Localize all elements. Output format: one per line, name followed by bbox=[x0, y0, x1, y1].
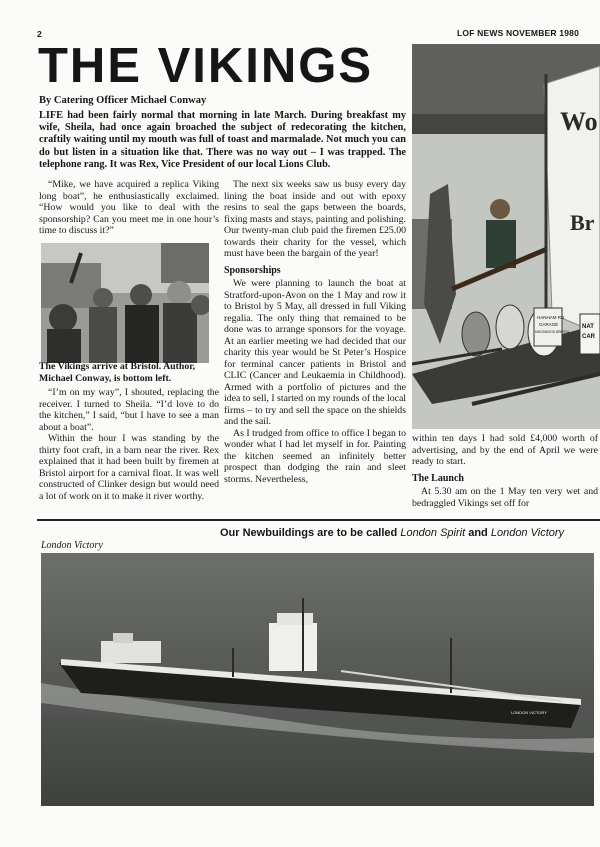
column-2 bbox=[224, 179, 406, 485]
paragraph: “Mike, we have acquired a replica Viking long boat”, he enthusiastically exclaimed. “How would you like to deal with the sponsorship? Can you meet me in one hour’s time to discuss it?” bbox=[39, 179, 219, 236]
vikings-bristol-photo bbox=[41, 243, 209, 363]
paragraph: At 5.30 am on the 1 May ten very wet and bedraggled Vikings set off for bbox=[412, 486, 598, 509]
shield-text-1: HANHAM RD bbox=[537, 315, 565, 320]
paragraph: We were planning to launch the boat at Stratford-upon-Avon on the 1 May and row it to Bristol by 5 May, all dressed in full Viking regalia. The only thing that remained to be done was to arrange sponsors for the voyage. At an earlier meeting we had decided that our charity this year would be St Peter’s Hospice for terminal cancer patients in Bristol and CLIC (Cancer and Leukaemia in Childhood). Armed with a portfolio of pictures and the idea to sell, I started on my rounds of the local firms – to try and sell the space on the shields and the sail. bbox=[224, 278, 407, 427]
hull-name-text: LONDON VICTORY bbox=[511, 710, 547, 715]
column-1-top bbox=[39, 179, 219, 237]
paragraph: within ten days I had sold £4,000 worth of advertising, and by the end of April we were ready to start. bbox=[412, 433, 598, 467]
sail-text-1: Wo bbox=[560, 107, 598, 136]
photo-caption: The Vikings arrive at Bristol. Author, Michael Conway, is bottom left. bbox=[39, 361, 196, 384]
board-text-1: NAT bbox=[582, 324, 594, 330]
subheading-sponsorships: Sponsorships bbox=[224, 264, 281, 276]
longboat-image bbox=[412, 44, 600, 429]
shield-text-3: KINGSWOOD BRISTOL bbox=[535, 330, 570, 334]
banner-and: and bbox=[468, 527, 488, 539]
board-text-2: CAR bbox=[582, 334, 595, 340]
ship-name-victory: London Victory bbox=[490, 527, 565, 539]
shield-text-2: GARAGE bbox=[539, 322, 559, 327]
subheading-the-launch: The Launch bbox=[412, 472, 464, 484]
ship-caption: London Victory bbox=[41, 540, 103, 551]
sail-text-2: Br bbox=[570, 210, 595, 235]
article-title: THE VIKINGS bbox=[38, 39, 374, 93]
ship-photo bbox=[41, 553, 594, 806]
newbuildings-banner bbox=[220, 527, 600, 539]
vikings-bristol-image bbox=[41, 243, 209, 363]
page-number: 2 bbox=[37, 29, 42, 39]
banner-prefix: Our Newbuildings are to be called bbox=[220, 527, 398, 539]
column-1-bottom bbox=[39, 387, 219, 502]
paragraph: The next six weeks saw us busy every day lining the boat inside and out with epoxy resins to seal the gaps between the boards, fixing masts and stays, painting and polishing. Our twenty-man club paid the firemen £25.00 towards their charity for the vessel, which must have been the bargain of the year! bbox=[224, 179, 406, 259]
section-divider bbox=[37, 519, 600, 521]
paragraph: As I trudged from office to office I began to wonder what I had let myself in for. Painting the kitchen seemed an infinitely better prospect than dodging the rain and sleet storms. Nevertheless, bbox=[224, 427, 406, 485]
paragraph: Within the hour I was standing by the thirty foot craft, in a barn near the river. Rex explained that it had been built by firemen at Bristol airport for a carnival float. It was well constructed of Clinker design but would need a lot of work on it to make it river worthy. bbox=[39, 433, 219, 502]
london-victory-ship-image bbox=[41, 553, 594, 806]
column-3 bbox=[412, 433, 598, 509]
longboat-photo bbox=[412, 44, 600, 429]
lead-paragraph: LIFE had been fairly normal that morning in late March. During breakfast my wife, Sheila, had once again broached the subject of redecorating the kitchen, craftily waiting until my mouth was full of toast and marmalade. Not much you can do but listen in a situation like that. There was no way out – I was trapped. The telephone rang. It was Rex, Vice President of our local Lions Club. bbox=[39, 110, 406, 170]
ship-name-spirit: London Spirit bbox=[400, 527, 466, 539]
publication-header: LOF NEWS NOVEMBER 1980 bbox=[457, 28, 580, 38]
article-byline: By Catering Officer Michael Conway bbox=[39, 95, 207, 106]
paragraph: “I’m on my way”, I shouted, replacing the receiver. I turned to Sheila. “I’d love to do the kitchen,” I said, “but I have to see a man about a boat”. bbox=[39, 387, 219, 433]
